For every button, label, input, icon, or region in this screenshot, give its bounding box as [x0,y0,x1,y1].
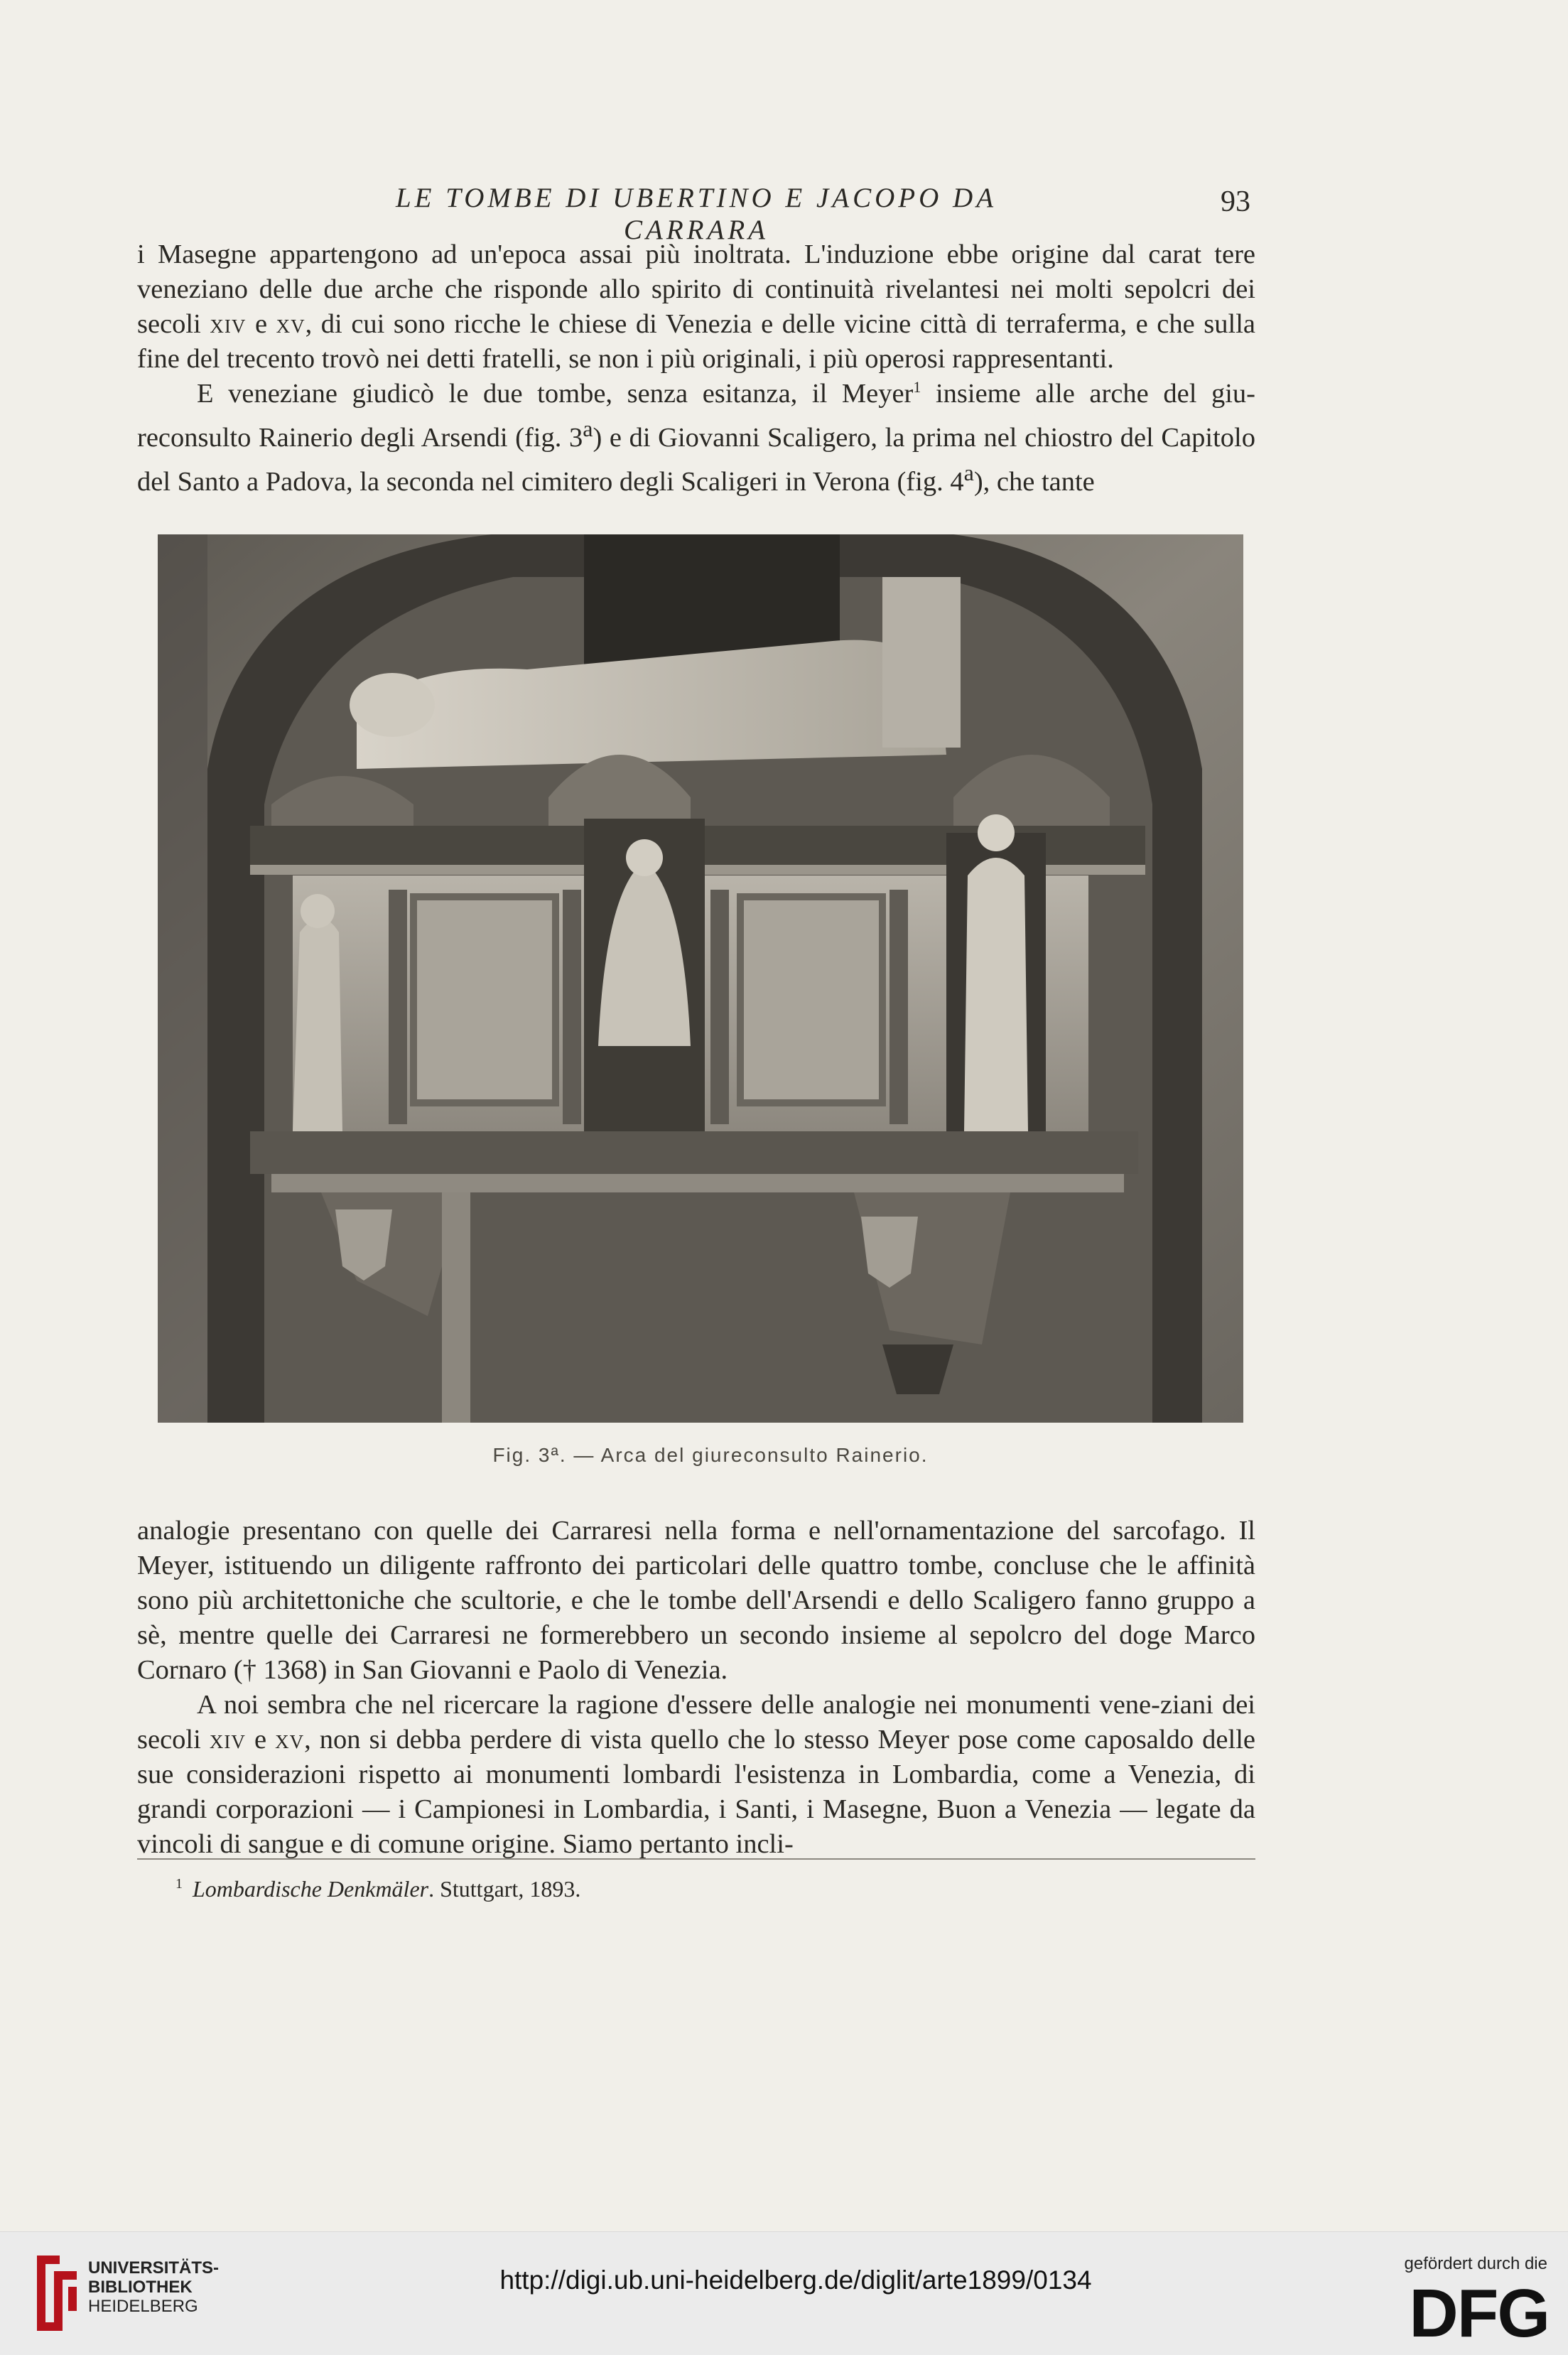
page-number: 93 [1221,185,1250,218]
library-name: UNIVERSITÄTS- BIBLIOTHEK HEIDELBERG [88,2258,220,2316]
paragraph-1: i Masegne appartengono ad un'epoca assai più inoltrata. L'induzione ebbe origine dal carat tere veneziano delle due arche che risponde allo spirito di continuità rivelantesi nei molti sepolcri dei secoli xiv e xv, di cui sono ricche le chiese di Venezia e delle vicine città di terraferma, e che sulla fine del trecento trovò nei detti fratelli, se non i più originali, i più operosi rappresentanti. [137,239,1255,374]
footnote [175,1876,1170,1902]
footnote-details: . Stuttgart, 1893. [428,1876,581,1902]
paragraph-4: A noi sembra che nel ricercare la ragione d'essere delle analogie nei monumenti vene-ziani dei secoli xiv e xv, non si debba perdere di vista quello che lo stesso Meyer pose come caposaldo delle sue considerazioni rispetto ai monumenti lombardi l'esistenza in Lombardia, come a Venezia, di grandi corporazioni — i Campionesi in Lombardia, i Santi, i Masegne, Buon a Venezia — legate da vincoli di sangue e di comune origine. Siamo pertanto incli- [137,1690,1255,1859]
dfg-logo: DFG [1409,2275,1549,2351]
bottom-text-block [137,1514,1255,1862]
paragraph-3: analogie presentano con quelle dei Carraresi nella forma e nell'ornamentazione del sarcofago. Il Meyer, istituendo un diligente raffronto dei particolari delle quattro tombe, concluse che le affinità sono più architettoniche che scultorie, e che le tombe dell'Arsendi e dello Scaligero fanno gruppo a sè, mentre quelle dei Carraresi ne formerebbero un secondo insieme al sepolcro del doge Marco Cornaro († 1368) in San Giovanni e Paolo di Venezia. [137,1516,1255,1685]
tomb-photograph-drawing [158,534,1243,1423]
permalink-url[interactable]: http://digi.ub.uni-heidelberg.de/diglit/arte1899/0134 [499,2265,1092,2295]
funded-by-label: gefördert durch die [1404,2254,1547,2273]
running-head: LE TOMBE DI UBERTINO E JACOPO DA CARRARA [395,183,997,245]
footnote-title: Lombardische Denkmäler [193,1876,429,1902]
university-library-logo-icon [34,2254,80,2332]
tomb-photograph [158,534,1243,1423]
top-text-block [137,237,1255,500]
footnote-reference[interactable]: 1 [913,378,921,397]
paragraph-2: E veneziane giudicò le due tombe, senza esitanza, il Meyer$^1$ insieme alle arche del giu-reconsulto Rainerio degli Arsendi (fig. 3$^a$) e di Giovanni Scaligero, la prima nel chiostro del Capitolo del Santo a Padova, la seconda nel cimitero degli Scaligeri in Verona (fig. 4$^a$), che tante [137,378,1255,497]
figure-caption: Fig. 3ª. — Arca del giureconsulto Rainerio. [492,1444,929,1466]
footnote-mark: 1 [175,1876,183,1892]
footnote-divider [137,1858,1255,1860]
